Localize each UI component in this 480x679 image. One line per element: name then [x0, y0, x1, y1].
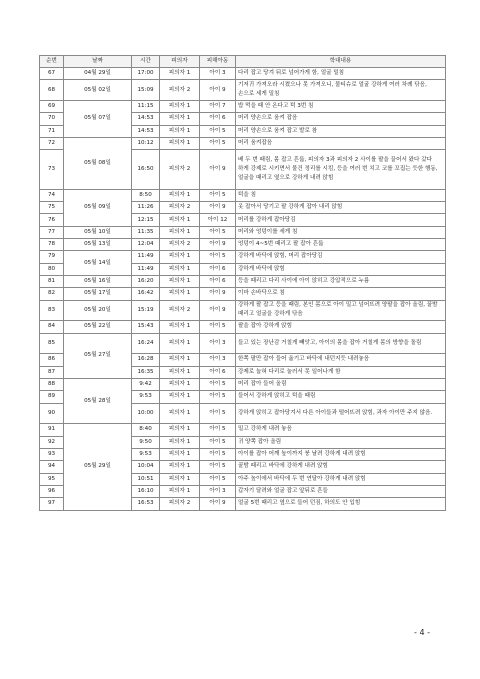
table-row [40, 68, 446, 80]
cell-content: 베 두 번 때림, 몸 잡고 흔듦, 피의자 3과 피의자 2 사이를 팔을 끌어서 왔다 갔다 하게 강제로 시키면서 물건 정리를 시킴, 등을 여러 번 치고 코를 꼬집는 듯한 행동, 얼굴을 때리고 옆으로 강하게 내려 앉힘 [236, 150, 446, 190]
cell-time: 11:49 [132, 251, 160, 263]
cell-date: 04월 29일 [64, 68, 132, 80]
cell-number: 81 [40, 275, 64, 287]
cell-time: 10:00 [132, 403, 160, 424]
cell-time: 11:35 [132, 226, 160, 238]
table-row [40, 226, 446, 238]
cell-victim: 아이 5 [200, 379, 236, 391]
header-content: 학대내용 [236, 56, 446, 68]
cell-suspect: 피의자 1 [160, 485, 200, 497]
cell-suspect: 피의자 2 [160, 498, 200, 510]
header-suspect: 피의자 [160, 56, 200, 68]
cell-victim: 아이 9 [200, 150, 236, 190]
cell-victim: 아이 5 [200, 424, 236, 436]
cell-time: 14:53 [132, 113, 160, 125]
cell-date: 05월 27일 [64, 333, 132, 378]
cell-suspect: 피의자 1 [160, 226, 200, 238]
cell-suspect: 피의자 2 [160, 202, 200, 214]
cell-suspect: 피의자 1 [160, 424, 200, 436]
cell-suspect: 피의자 1 [160, 68, 200, 80]
cell-content: 아이를 잡아 어깨 높이까지 붕 날려 강하게 내려 앉힘 [236, 449, 446, 461]
table-row [40, 321, 446, 333]
cell-victim: 아이 5 [200, 226, 236, 238]
cell-date: 05월 16일 [64, 275, 132, 287]
cell-victim: 아이 7 [200, 101, 236, 113]
cell-victim: 아이 9 [200, 239, 236, 251]
cell-number: 89 [40, 391, 64, 403]
cell-date: 05월 29일 [64, 424, 132, 510]
cell-content: 머리 양손으로 움켜 잡음 [236, 113, 446, 125]
cell-number: 97 [40, 498, 64, 510]
cell-content: 기저귀 가져오라 시켰으나 못 가져오니, 물티슈로 얼굴 강하게 여러 차례 닦음, 손으로 세게 밀침 [236, 80, 446, 101]
cell-content: 얼굴 5번 때리고 옆으로 들어 던짐, 하의도 안 입힘 [236, 498, 446, 510]
cell-number: 77 [40, 226, 64, 238]
table-row [40, 189, 446, 201]
cell-time: 12:04 [132, 239, 160, 251]
cell-content: 이마 손바닥으로 침 [236, 288, 446, 300]
cell-number: 96 [40, 485, 64, 497]
cell-victim: 아이 3 [200, 485, 236, 497]
table-row [40, 137, 446, 149]
cell-victim: 아이 5 [200, 436, 236, 448]
cell-number: 71 [40, 125, 64, 137]
table-row [40, 251, 446, 263]
cell-content: 등을 때리고 다리 사이에 아이 앉히고 강압적으로 누름 [236, 275, 446, 287]
cell-content: 강하게 바닥에 앉힘, 머리 잡아당김 [236, 251, 446, 263]
cell-date: 05월 09일 [64, 189, 132, 226]
abuse-record-table [39, 55, 446, 511]
cell-time: 14:53 [132, 125, 160, 137]
cell-victim: 아이 5 [200, 449, 236, 461]
cell-time: 11:26 [132, 202, 160, 214]
header-number: 순번 [40, 56, 64, 68]
cell-time: 11:15 [132, 101, 160, 113]
cell-number: 88 [40, 379, 64, 391]
cell-victim: 아이 9 [200, 288, 236, 300]
cell-time: 16:10 [132, 485, 160, 497]
table-body [40, 68, 446, 511]
cell-content: 들어서 강하게 앉히고 턱을 때림 [236, 391, 446, 403]
cell-victim: 아이 3 [200, 68, 236, 80]
cell-date: 05월 14일 [64, 251, 132, 276]
cell-suspect: 피의자 1 [160, 354, 200, 366]
cell-suspect: 피의자 1 [160, 125, 200, 137]
cell-content: 꿀밤 때리고 바닥에 강하게 내려 앉힘 [236, 461, 446, 473]
cell-date: 05월 17일 [64, 288, 132, 300]
cell-time: 12:15 [132, 214, 160, 226]
cell-victim: 아이 9 [200, 80, 236, 101]
cell-suspect: 피의자 1 [160, 113, 200, 125]
cell-suspect: 피의자 2 [160, 150, 200, 190]
cell-suspect: 피의자 1 [160, 333, 200, 354]
cell-number: 67 [40, 68, 64, 80]
cell-victim: 아이 6 [200, 263, 236, 275]
cell-suspect: 피의자 2 [160, 300, 200, 321]
table-row [40, 424, 446, 436]
table-row [40, 239, 446, 251]
cell-content: 밀고 강하게 내려 놓음 [236, 424, 446, 436]
cell-date: 05월 08일 [64, 137, 132, 189]
table-row [40, 333, 446, 354]
cell-content: 머리와 엉덩이를 세게 침 [236, 226, 446, 238]
cell-content: 머리 움켜잡음 [236, 137, 446, 149]
cell-suspect: 피의자 1 [160, 189, 200, 201]
cell-date: 05월 02일 [64, 80, 132, 101]
header-time: 시간 [132, 56, 160, 68]
table-header-row [40, 56, 446, 68]
cell-suspect: 피의자 1 [160, 275, 200, 287]
cell-content: 머리를 강하게 잡아당김 [236, 214, 446, 226]
cell-date: 05월 28일 [64, 379, 132, 424]
cell-time: 10:04 [132, 461, 160, 473]
cell-number: 83 [40, 300, 64, 321]
cell-number: 92 [40, 436, 64, 448]
table-row [40, 300, 446, 321]
cell-content: 다리 잡고 당겨 뒤로 넘어가게 함, 얼굴 밀침 [236, 68, 446, 80]
header-date: 날짜 [64, 56, 132, 68]
cell-content: 강하게 앉히고 잡아당겨서 다른 아이들과 떨어뜨려 앉힘, 과자 아이만 주지 않음. [236, 403, 446, 424]
cell-time: 16:53 [132, 498, 160, 510]
cell-time: 8:50 [132, 189, 160, 201]
cell-time: 17:00 [132, 68, 160, 80]
cell-number: 85 [40, 333, 64, 354]
cell-victim: 아이 6 [200, 366, 236, 378]
cell-victim: 아이 9 [200, 300, 236, 321]
cell-time: 11:49 [132, 263, 160, 275]
cell-number: 72 [40, 137, 64, 149]
cell-number: 74 [40, 189, 64, 201]
cell-time: 10:51 [132, 473, 160, 485]
cell-suspect: 피의자 2 [160, 239, 200, 251]
cell-content: 팔을 잡아 강하게 앉힘 [236, 321, 446, 333]
cell-suspect: 피의자 1 [160, 366, 200, 378]
cell-number: 94 [40, 461, 64, 473]
cell-victim: 아이 3 [200, 354, 236, 366]
cell-suspect: 피의자 1 [160, 101, 200, 113]
cell-date: 05월 10일 [64, 226, 132, 238]
cell-number: 78 [40, 239, 64, 251]
cell-suspect: 피의자 1 [160, 449, 200, 461]
cell-victim: 아이 12 [200, 214, 236, 226]
cell-number: 80 [40, 263, 64, 275]
cell-number: 86 [40, 354, 64, 366]
cell-suspect: 피의자 1 [160, 391, 200, 403]
cell-content: 머리 잡아 들어 올림 [236, 379, 446, 391]
cell-time: 15:09 [132, 80, 160, 101]
cell-time: 10:12 [132, 137, 160, 149]
cell-number: 69 [40, 101, 64, 113]
cell-time: 15:43 [132, 321, 160, 333]
cell-victim: 아이 6 [200, 113, 236, 125]
cell-content: 한쪽 팔만 잡아 들어 옮기고 바닥에 내던지듯 내려놓음 [236, 354, 446, 366]
table-row [40, 275, 446, 287]
cell-suspect: 피의자 1 [160, 263, 200, 275]
cell-time: 15:19 [132, 300, 160, 321]
cell-victim: 아이 5 [200, 461, 236, 473]
cell-suspect: 피의자 1 [160, 251, 200, 263]
cell-content: 귀 양쪽 잡아 올림 [236, 436, 446, 448]
cell-number: 84 [40, 321, 64, 333]
cell-suspect: 피의자 1 [160, 321, 200, 333]
table-row [40, 80, 446, 101]
cell-time: 16:50 [132, 150, 160, 190]
cell-time: 9:42 [132, 379, 160, 391]
cell-content: 강하게 팔 잡고 등을 때림, 본인 몸으로 아이 밀고 넘어뜨려 양팔을 잡아 올림, 꿀밤 때리고 얼굴을 강하게 닦음 [236, 300, 446, 321]
cell-time: 9:53 [132, 391, 160, 403]
cell-suspect: 피의자 1 [160, 137, 200, 149]
cell-content: 밥 먹을 때 안 온다고 턱 3번 침 [236, 101, 446, 113]
cell-content: 강하게 바닥에 앉힘 [236, 263, 446, 275]
cell-suspect: 피의자 1 [160, 379, 200, 391]
cell-victim: 아이 5 [200, 473, 236, 485]
cell-number: 87 [40, 366, 64, 378]
cell-content: 턱을 침 [236, 189, 446, 201]
cell-time: 16:28 [132, 354, 160, 366]
cell-content: 강제로 눕혀 다리로 눌러서 못 일어나게 함 [236, 366, 446, 378]
cell-victim: 아이 9 [200, 202, 236, 214]
cell-number: 68 [40, 80, 64, 101]
table-row [40, 101, 446, 113]
cell-suspect: 피의자 1 [160, 436, 200, 448]
cell-content: 아주 높이에서 바닥에 두 번 연달아 강하게 내려 앉힘 [236, 473, 446, 485]
cell-number: 75 [40, 202, 64, 214]
cell-number: 70 [40, 113, 64, 125]
cell-date: 05월 07일 [64, 101, 132, 138]
cell-date: 05월 13일 [64, 239, 132, 251]
cell-suspect: 피의자 1 [160, 403, 200, 424]
cell-suspect: 피의자 1 [160, 473, 200, 485]
cell-number: 82 [40, 288, 64, 300]
cell-number: 93 [40, 449, 64, 461]
cell-time: 8:40 [132, 424, 160, 436]
cell-victim: 아이 3 [200, 333, 236, 354]
table-row [40, 288, 446, 300]
cell-number: 79 [40, 251, 64, 263]
cell-victim: 아이 5 [200, 189, 236, 201]
cell-victim: 아이 5 [200, 125, 236, 137]
cell-suspect: 피의자 2 [160, 80, 200, 101]
cell-victim: 아이 5 [200, 403, 236, 424]
cell-content: 갑자기 달려와 얼굴 잡고 앞뒤로 흔들 [236, 485, 446, 497]
table-row [40, 379, 446, 391]
cell-time: 16:20 [132, 275, 160, 287]
cell-suspect: 피의자 1 [160, 288, 200, 300]
cell-content: 엉덩이 4~5번 때리고 팔 잡아 흔듦 [236, 239, 446, 251]
page-number: - 4 - [414, 628, 430, 637]
cell-time: 9:50 [132, 436, 160, 448]
cell-suspect: 피의자 1 [160, 461, 200, 473]
cell-victim: 아이 9 [200, 498, 236, 510]
cell-content: 머리 양손으로 움켜 잡고 발로 참 [236, 125, 446, 137]
cell-number: 73 [40, 150, 64, 190]
header-victim: 피해아동 [200, 56, 236, 68]
cell-suspect: 피의자 1 [160, 214, 200, 226]
cell-victim: 아이 6 [200, 275, 236, 287]
cell-number: 76 [40, 214, 64, 226]
cell-victim: 아이 5 [200, 391, 236, 403]
cell-time: 16:42 [132, 288, 160, 300]
cell-number: 91 [40, 424, 64, 436]
cell-date: 05월 22일 [64, 321, 132, 333]
cell-victim: 아이 5 [200, 321, 236, 333]
cell-time: 9:53 [132, 449, 160, 461]
cell-time: 16:35 [132, 366, 160, 378]
cell-victim: 아이 5 [200, 137, 236, 149]
cell-content: 옷 잡아서 당기고 팔 강하게 잡아 내리 앉힘 [236, 202, 446, 214]
cell-victim: 아이 5 [200, 251, 236, 263]
cell-number: 95 [40, 473, 64, 485]
cell-time: 16:24 [132, 333, 160, 354]
cell-date: 05월 20일 [64, 300, 132, 321]
cell-content: 들고 있는 장난감 거칠게 빼앗고, 아이의 몸을 잡아 거칠게 몸의 방향을 돌림 [236, 333, 446, 354]
cell-number: 90 [40, 403, 64, 424]
